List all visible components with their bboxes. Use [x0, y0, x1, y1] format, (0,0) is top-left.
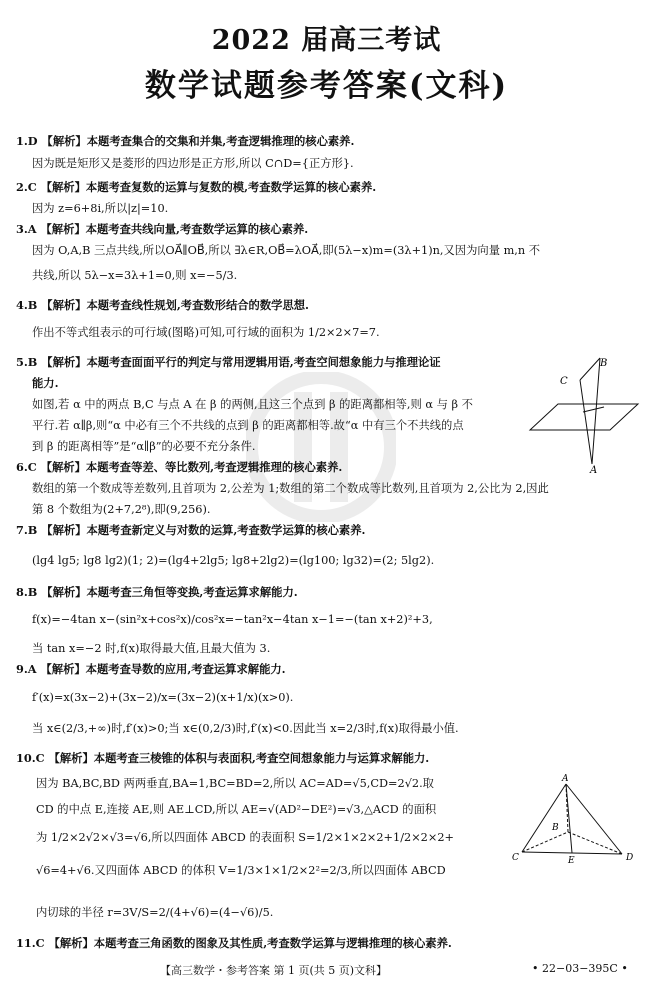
q6-line-1: 数组的第一个数成等差数列,且首项为 2,公差为 1;数组的第二个数成等比数列,且首项为 2,公比为 2,因此 [32, 482, 549, 495]
q8-heading: 8.B 【解析】本题考查三角恒等变换,考查运算求解能力. [16, 585, 298, 599]
q10-line-1: 因为 BA,BC,BD 两两垂直,BA=1,BC=BD=2,所以 AC=AD=√5,CD=2√2.取 [36, 777, 434, 790]
q5-line-3: 到 β 的距离相等”是“α∥β”的必要不充分条件. [32, 440, 256, 453]
q10-line-3: 为 1/2×2√2×√3=√6,所以四面体 ABCD 的表面积 S=1/2×1×2×2+1/2×2×2+ [36, 831, 454, 844]
q10-line-4: √6=4+√6.又四面体 ABCD 的体积 V=1/3×1×1/2×2²=2/3,所以四面体 ABCD [36, 864, 446, 877]
fig10-label-a: A [562, 774, 569, 784]
footer-page-info: 【高三数学・参考答案 第 1 页(共 5 页)文科】 [160, 964, 388, 977]
q11-heading: 11.C 【解析】本题考查三角函数的图象及其性质,考查数学运算与逻辑推理的核心素养. [16, 936, 452, 950]
q9-line-2: 当 x∈(2/3,+∞)时,f′(x)>0;当 x∈(0,2/3)时,f′(x)<0.因此当 x=2/3时,f(x)取得最小值. [32, 722, 459, 735]
q1-explanation: 因为既是矩形又是菱形的四边形是正方形,所以 C∩D={正方形}. [32, 157, 354, 170]
watermark-logo [246, 372, 396, 522]
q3-line-2: 共线,所以 5λ−x=3λ+1=0,则 x=−5/3. [32, 269, 238, 282]
q3-heading: 3.A 【解析】本题考查共线向量,考查数学运算的核心素养. [16, 222, 309, 236]
q6-heading: 6.C 【解析】本题考查等差、等比数列,考查逻辑推理的核心素养. [16, 460, 343, 474]
fig5-label-b: B [600, 358, 608, 369]
q7-heading: 7.B 【解析】本题考查新定义与对数的运算,考查数学运算的核心素养. [16, 523, 366, 537]
title-line-2: 数学试题参考答案(文科) [144, 68, 509, 104]
q10-line-2: CD 的中点 E,连接 AE,则 AE⊥CD,所以 AE=√(AD²−DE²)=√3,△ACD 的面积 [36, 803, 437, 816]
q10-heading: 10.C 【解析】本题考查三棱锥的体积与表面积,考查空间想象能力与运算求解能力. [16, 751, 430, 765]
q2-heading: 2.C 【解析】本题考查复数的运算与复数的模,考查数学运算的核心素养. [16, 180, 377, 194]
q9-heading: 9.A 【解析】本题考查导数的应用,考查运算求解能力. [16, 662, 286, 676]
q4-heading: 4.B 【解析】本题考查线性规划,考查数形结合的数学思想. [16, 298, 309, 312]
q7-equation: (lg4 lg5; lg8 lg2)(1; 2)=(lg4+2lg5; lg8+2lg2)=(lg100; lg32)=(2; 5lg2). [32, 554, 435, 567]
q4-explanation: 作出不等式组表示的可行域(图略)可知,可行域的面积为 1/2×2×7=7. [32, 326, 380, 339]
fig10-label-b: B [552, 823, 559, 833]
q8-line-2: 当 tan x=−2 时,f(x)取得最大值,且最大值为 3. [32, 642, 271, 655]
q5-heading-cont: 能力. [32, 376, 59, 390]
plane-diagram [528, 352, 640, 474]
fig10-label-c: C [512, 853, 519, 863]
fig10-label-d: D [626, 853, 634, 863]
q5-heading: 5.B 【解析】本题考查面面平行的判定与常用逻辑用语,考查空间想象能力与推理论证 [16, 355, 441, 369]
q9-equation: f′(x)=x(3x−2)+(3x−2)/x=(3x−2)(x+1/x)(x>0). [32, 691, 294, 704]
q2-explanation: 因为 z=6+8i,所以|z|=10. [32, 202, 169, 215]
tetrahedron-diagram [510, 772, 640, 864]
q3-line-1: 因为 O,A,B 三点共线,所以OA⃗∥OB⃗,所以 ∃λ∈R,OB⃗=λOA⃗,即(5λ−x)m=(3λ+1)n,又因为向量 m,n 不 [32, 244, 541, 257]
fig10-label-e: E [568, 856, 575, 864]
fig5-label-a: A [590, 465, 598, 474]
q8-equation: f(x)=−4tan x−(sin²x+cos²x)/cos²x=−tan²x−4tan x−1=−(tan x+2)²+3, [32, 613, 433, 626]
title-line-1: 2022 届高三考试 [211, 25, 442, 56]
q5-line-2: 平行.若 α∥β,则“α 中必有三个不共线的点到 β 的距离都相等.故“α 中有三个不共线的点 [32, 419, 464, 432]
q1-heading: 1.D 【解析】本题考查集合的交集和并集,考查逻辑推理的核心素养. [16, 134, 355, 148]
q10-line-5: 内切球的半径 r=3V/S=2/(4+√6)=(4−√6)/5. [36, 906, 274, 919]
q5-line-1: 如图,若 α 中的两点 B,C 与点 A 在 β 的两侧,且这三个点到 β 的距离都相等,则 α 与 β 不 [32, 398, 473, 411]
fig5-label-c: C [560, 376, 568, 387]
footer-code: • 22−03−395C • [532, 962, 628, 975]
q6-line-2: 第 8 个数组为(2+7,2⁸),即(9,256). [32, 503, 211, 516]
